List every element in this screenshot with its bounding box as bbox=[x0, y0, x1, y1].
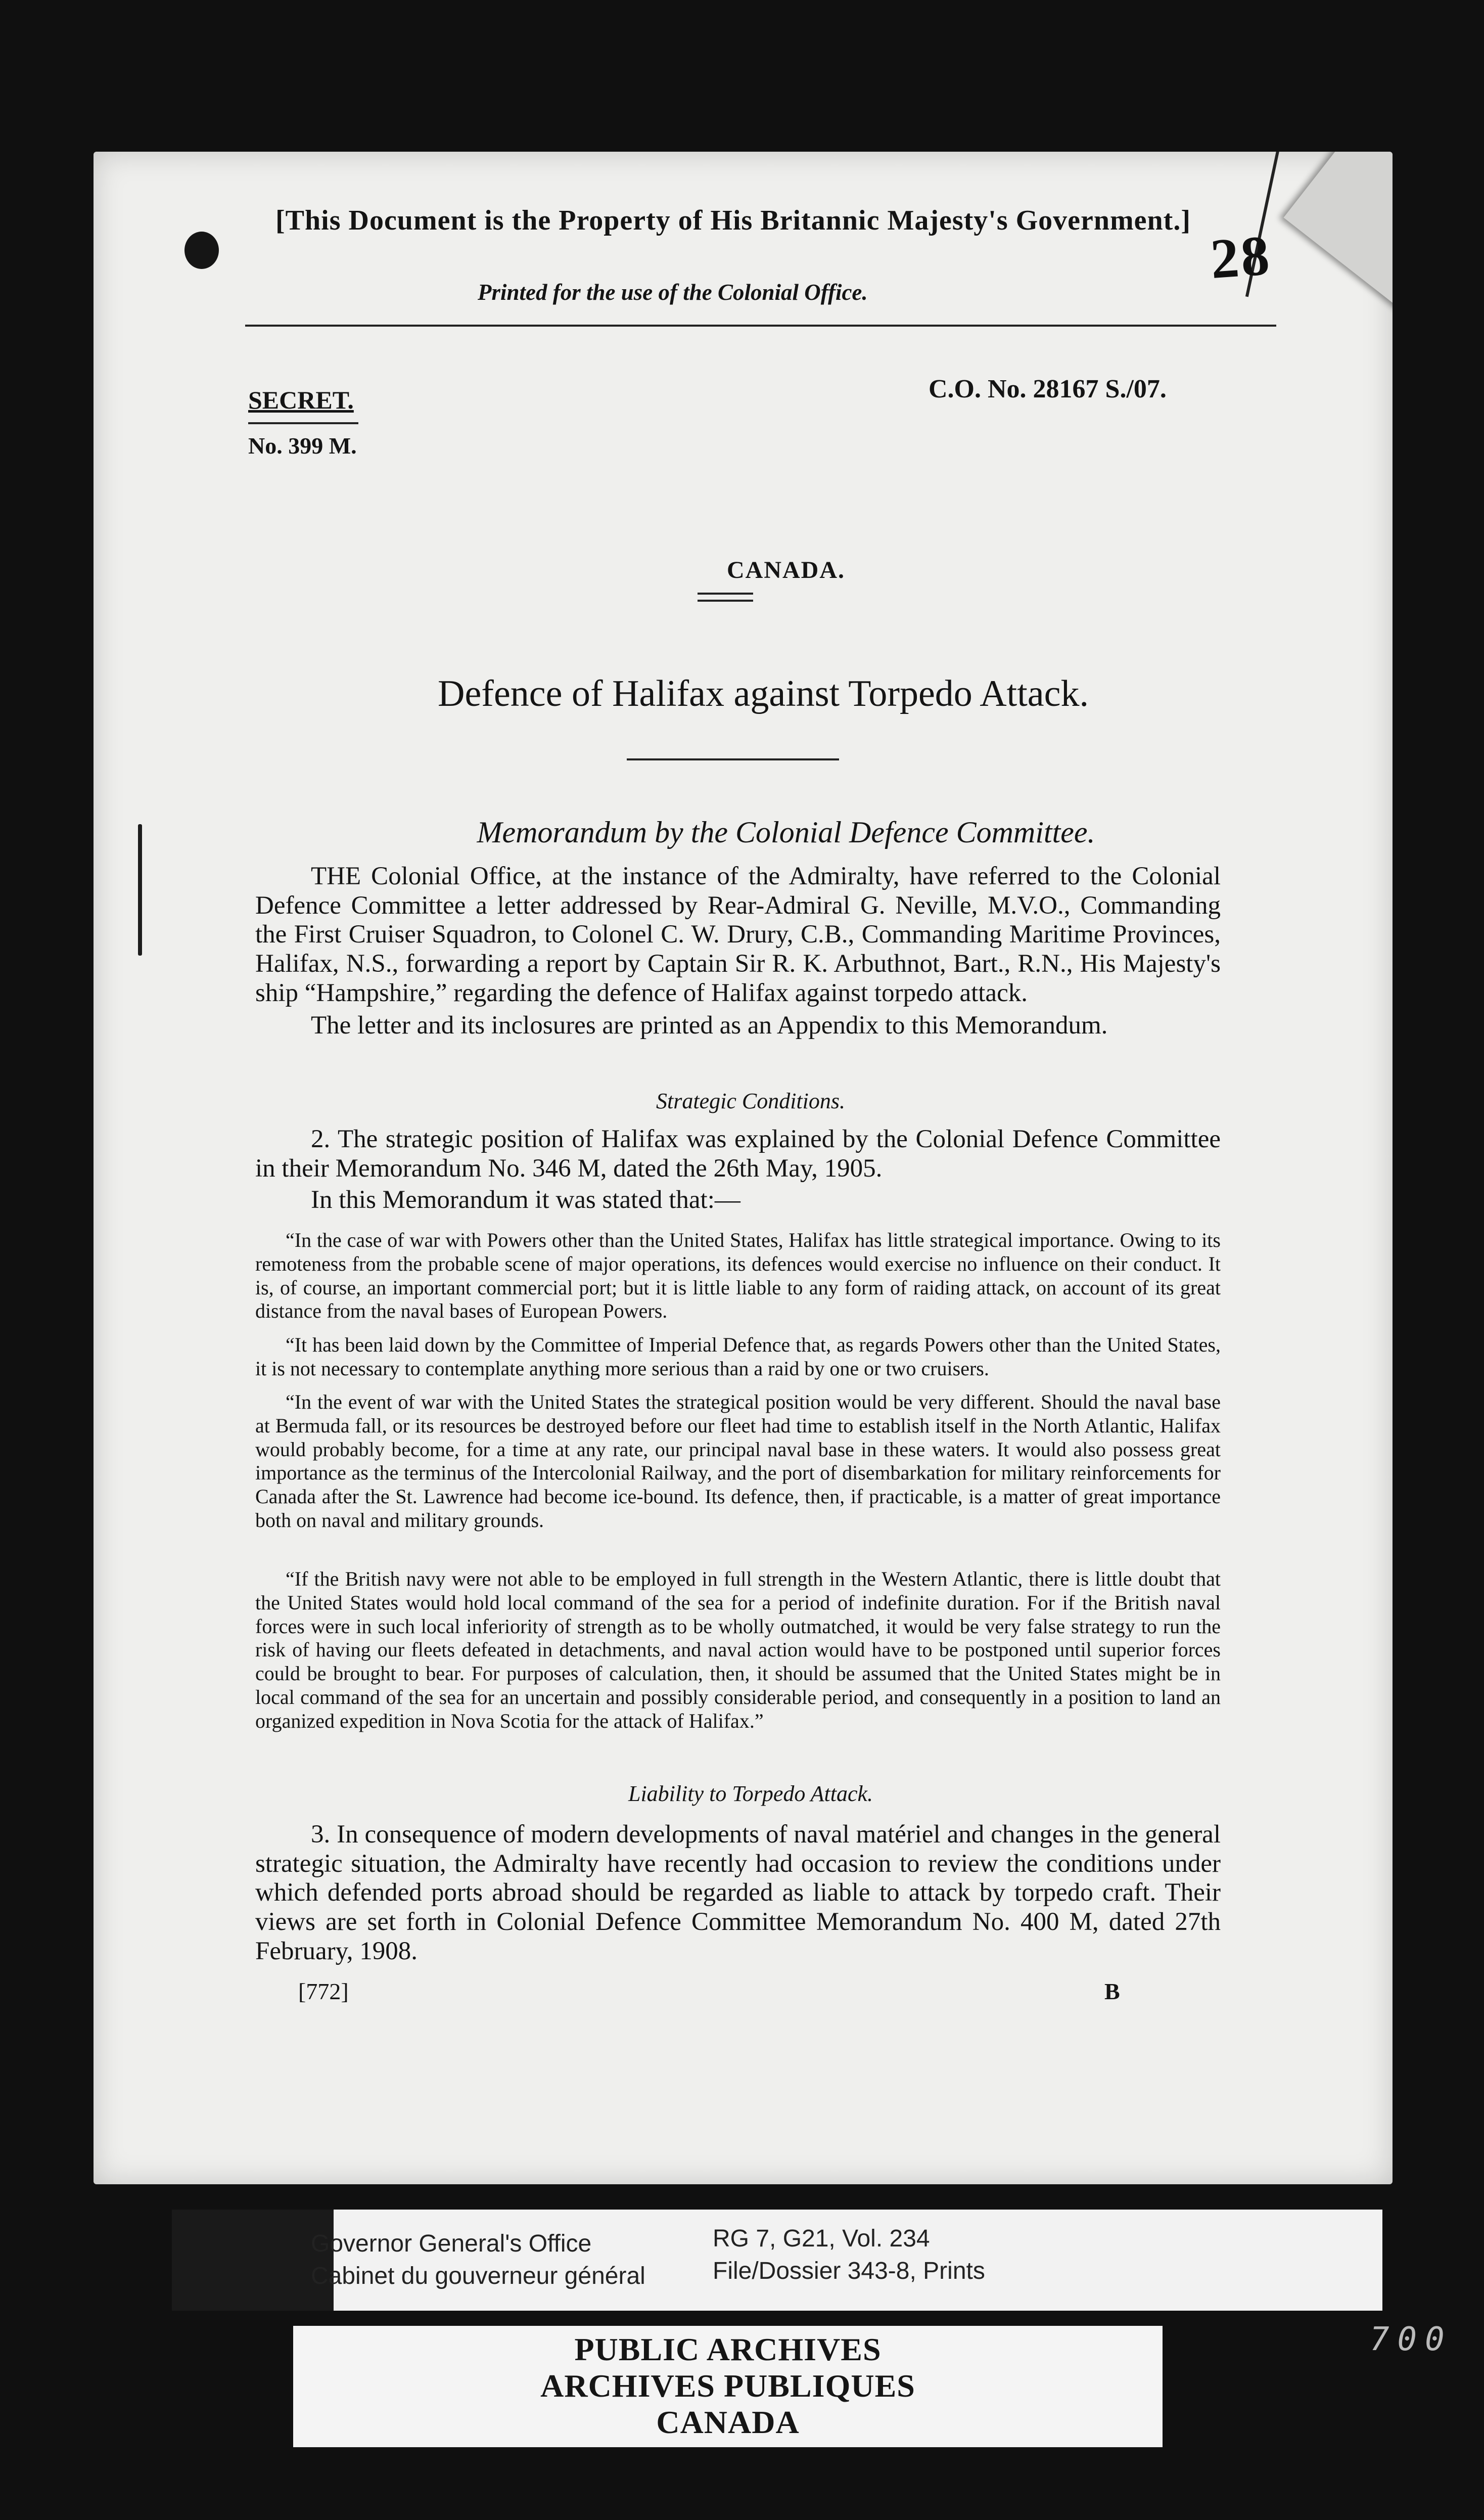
intro-appendix-note: The letter and its inclosures are printed as an Appendix to this Memorandum. bbox=[311, 1011, 1108, 1040]
intro-paragraph: THE Colonial Office, at the instance of the Admiralty, have referred to the Colonial Defence Committee a letter addressed by Rear-Admiral G. Neville, M.V.O., Commanding the First Cruiser Squadron, to Colonel C. W. Drury, C.B., Commanding Maritime Provinces, Halifax, N.S., forwarding a report by Captain Sir R. K. Arbuthnot, Bart., R.N., His Majesty's ship “Hampshire,” regarding the defence of Halifax against torpedo attack. bbox=[255, 862, 1221, 1007]
document-page bbox=[94, 152, 1393, 2184]
classification: SECRET. bbox=[248, 386, 354, 414]
archive-reference-label bbox=[172, 2210, 1382, 2311]
double-rule-bottom bbox=[698, 600, 753, 602]
archives-en: PUBLIC ARCHIVES bbox=[574, 2331, 882, 2367]
co-number: C.O. No. 28167 S./07. bbox=[929, 375, 1167, 403]
record-group-reference: RG 7, G21, Vol. 234 bbox=[713, 2225, 930, 2252]
margin-mark bbox=[138, 824, 142, 956]
punch-hole bbox=[184, 232, 219, 269]
office-name-en: Governor General's Office bbox=[311, 2230, 592, 2257]
memo-number: No. 399 M. bbox=[248, 433, 357, 459]
printed-for-line: Printed for the use of the Colonial Office. bbox=[478, 280, 868, 305]
quote-paragraph: “If the British navy were not able to be employed in full strength in the Western Atlantic, there is little doubt that the United States would hold local command of the sea for a period of indefinite duration. For if the British naval forces were in such local inferiority of strength as to be wholly outmatched, it would be very false strategy to run the risk of having our fleets defeated in detachments, and naval action would have to be postponed until superior forces could be brought to bear. For purposes of calculation, then, it should be assumed that the United States might be in local command of the sea for an uncertain and possibly considerable period, and consequently in a position to land an organized expedition in Nova Scotia for the attack of Halifax.” bbox=[255, 1567, 1221, 1732]
double-rule-top bbox=[698, 593, 753, 595]
title-separator bbox=[627, 758, 839, 760]
print-reference: [772] bbox=[298, 1978, 349, 2004]
archives-country: CANADA bbox=[656, 2404, 800, 2440]
country-heading: CANADA. bbox=[727, 557, 845, 583]
strategic-intro-line: In this Memorandum it was stated that:— bbox=[311, 1186, 740, 1214]
quote-paragraph: “It has been laid down by the Committee of Imperial Defence that, as regards Powers other than the United States, it is not necessary to contemplate anything more serious than a raid by one or two cruisers. bbox=[255, 1333, 1221, 1380]
signature-mark: B bbox=[1104, 1978, 1120, 2004]
strategic-heading: Strategic Conditions. bbox=[656, 1089, 845, 1113]
document-title: Defence of Halifax against Torpedo Attack. bbox=[438, 673, 1089, 714]
header-rule bbox=[245, 325, 1276, 327]
liability-paragraph: 3. In consequence of modern developments of naval matériel and changes in the general strategic situation, the Admiralty have recently had occasion to review the conditions under which defended ports abroad should be regarded as liable to attack by torpedo craft. Their views are set forth in Colonial Defence Committee Memorandum No. 400 M, dated 27th February, 1908. bbox=[255, 1820, 1221, 1965]
archives-fr: ARCHIVES PUBLIQUES bbox=[540, 2368, 915, 2404]
microfilm-frame-number: 700 bbox=[1370, 2321, 1453, 2358]
property-notice: [This Document is the Property of His Britannic Majesty's Government.] bbox=[275, 205, 1191, 236]
quote-paragraph: “In the event of war with the United States the strategical position would be very different. Should the naval base at Bermuda fall, or its resources be destroyed before our fleet had time to establish itself in the North Atlantic, Halifax would probably become, for a time at any rate, our principal naval base in these waters. It would also possess great importance as the terminus of the Intercolonial Railway, and the port of disembarkation for military reinforcements for Canada after the St. Lawrence had become ice-bound. Its defence, then, if practicable, is a matter of great importance both on naval and military grounds. bbox=[255, 1390, 1221, 1532]
office-name-fr: Cabinet du gouverneur général bbox=[311, 2263, 645, 2289]
classification-underline bbox=[248, 422, 358, 424]
liability-heading: Liability to Torpedo Attack. bbox=[628, 1781, 873, 1806]
strategic-paragraph: 2. The strategic position of Halifax was explained by the Colonial Defence Committee in their Memorandum No. 346 M, dated the 26th May, 1905. bbox=[255, 1125, 1221, 1183]
file-reference: File/Dossier 343-8, Prints bbox=[713, 2258, 985, 2284]
label-dark-panel bbox=[172, 2210, 334, 2311]
handwritten-page-number: 28 bbox=[1208, 223, 1274, 291]
archives-stamp bbox=[293, 2326, 1163, 2447]
folded-corner bbox=[1283, 152, 1393, 324]
memo-heading: Memorandum by the Colonial Defence Committee. bbox=[477, 816, 1095, 849]
quote-paragraph: “In the case of war with Powers other than the United States, Halifax has little strategical importance. Owing to its remoteness from the probable scene of major operations, its defences would exercise no influence on their conduct. It is, of course, an important commercial port; but it is little liable to any form of raiding attack, on account of its great distance from the naval bases of European Powers. bbox=[255, 1229, 1221, 1323]
